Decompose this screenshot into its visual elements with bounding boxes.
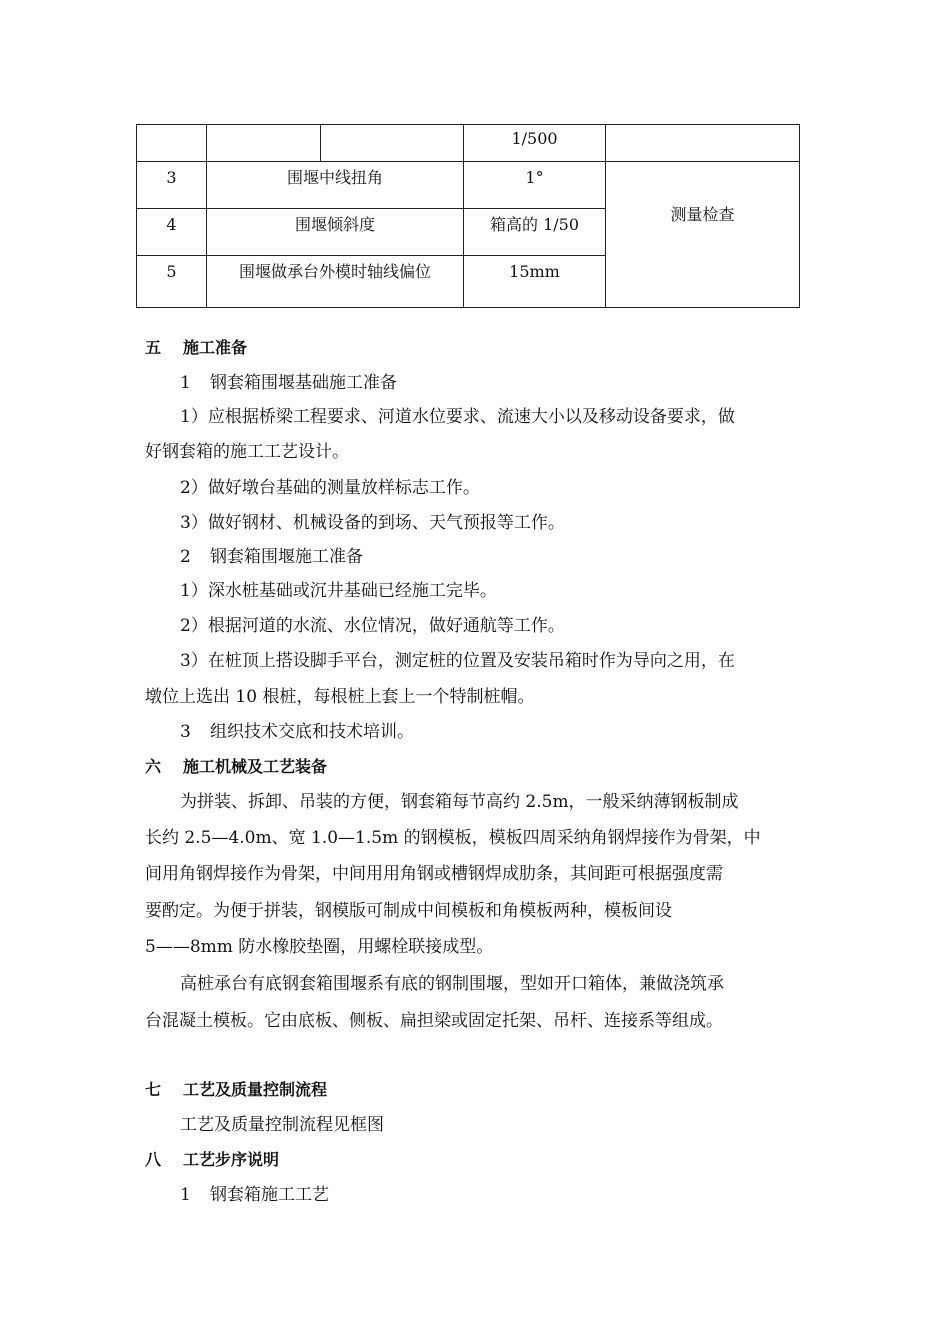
section-heading-8 (145, 1149, 279, 1171)
subsection-number: 1 (180, 1185, 191, 1205)
section-title: 工艺及质量控制流程 (183, 1080, 328, 1099)
section-heading-7 (145, 1079, 327, 1101)
section-heading-6 (145, 756, 327, 778)
section-number: 六 (145, 757, 162, 776)
paragraph-line: 2）做好墩台基础的测量放样标志工作。 (180, 478, 480, 498)
table-cell-item2 (321, 125, 464, 162)
table-cell-no (137, 125, 207, 162)
section-title: 工艺步序说明 (183, 1150, 280, 1169)
section-title: 施工机械及工艺装备 (183, 757, 328, 776)
paragraph-line: 长约 2.5—4.0m、宽 1.0—1.5m 的钢模板，模板四周采纳角钢焊接作为骨架，中 (145, 828, 761, 848)
paragraph-line: 为拼装、拆卸、吊装的方便，钢套箱每节高约 2.5m，一般采纳薄钢板制成 (180, 792, 739, 812)
paragraph-line: 要酌定。为便于拼装，钢模版可制成中间模板和角模板两种，模板间设 (145, 901, 672, 921)
table-cell-item: 围堰倾斜度 (207, 209, 464, 256)
paragraph-line: 工艺及质量控制流程见框图 (180, 1115, 384, 1135)
table-cell-item (207, 125, 321, 162)
paragraph-line: 3）做好钢材、机械设备的到场、天气预报等工作。 (180, 513, 565, 533)
table-row (137, 162, 800, 209)
section-number: 八 (145, 1150, 162, 1169)
paragraph-line: 1）深水桩基础或沉井基础已经施工完毕。 (180, 581, 497, 601)
table-cell-tolerance: 箱高的 1/50 (464, 209, 606, 256)
subsection-number: 1 (180, 373, 191, 393)
paragraph-line: 台混凝土模板。它由底板、侧板、扁担梁或固定托架、吊杆、连接系等组成。 (145, 1011, 723, 1031)
table-cell-no: 4 (137, 209, 207, 256)
paragraph-line: 高桩承台有底钢套箱围堰系有底的钢制围堰，型如开口箱体，兼做浇筑承 (180, 974, 724, 994)
paragraph-line: 2）根据河道的水流、水位情况，做好通航等工作。 (180, 616, 565, 636)
table-cell-tolerance: 1/500 (464, 125, 606, 162)
paragraph-line: 间用角钢焊接作为骨架，中间用用角钢或槽钢焊成肋条，其间距可根据强度需 (145, 864, 723, 884)
section-heading-5 (145, 337, 247, 359)
subsection-heading (180, 721, 414, 743)
table-cell-no: 5 (137, 256, 207, 308)
section-number: 五 (145, 338, 162, 357)
section-title: 施工准备 (183, 338, 248, 357)
subsection-title: 钢套箱围堰施工准备 (210, 547, 363, 567)
paragraph-line: 墩位上选出 10 根桩，每根桩上套上一个特制桩帽。 (145, 687, 535, 707)
section-number: 七 (145, 1080, 162, 1099)
table-cell-method (606, 125, 800, 162)
subsection-title: 组织技术交底和技术培训。 (210, 722, 414, 742)
subsection-heading (180, 372, 397, 394)
paragraph-line: 3）在桩顶上搭设脚手平台，测定桩的位置及安装吊箱时作为导向之用，在 (180, 651, 735, 671)
paragraph-line: 5——8mm 防水橡胶垫圈，用螺栓联接成型。 (145, 937, 494, 957)
subsection-number: 3 (180, 722, 191, 742)
subsection-heading (180, 546, 363, 568)
tolerance-table (136, 124, 800, 308)
table-cell-method-merged: 测量检查 (606, 162, 800, 308)
table-cell-item: 围堰做承台外模时轴线偏位 (207, 256, 464, 308)
paragraph-line: 1）应根据桥梁工程要求、河道水位要求、流速大小以及移动设备要求，做 (180, 407, 735, 427)
table-cell-tolerance: 1° (464, 162, 606, 209)
subsection-title: 钢套箱施工工艺 (210, 1185, 329, 1205)
subsection-number: 2 (180, 547, 191, 567)
table-cell-no: 3 (137, 162, 207, 209)
subsection-heading (180, 1184, 329, 1206)
table-cell-tolerance: 15mm (464, 256, 606, 308)
table-row (137, 125, 800, 162)
subsection-title: 钢套箱围堰基础施工准备 (210, 373, 397, 393)
paragraph-line: 好钢套箱的施工工艺设计。 (145, 442, 349, 462)
table-cell-item: 围堰中线扭角 (207, 162, 464, 209)
